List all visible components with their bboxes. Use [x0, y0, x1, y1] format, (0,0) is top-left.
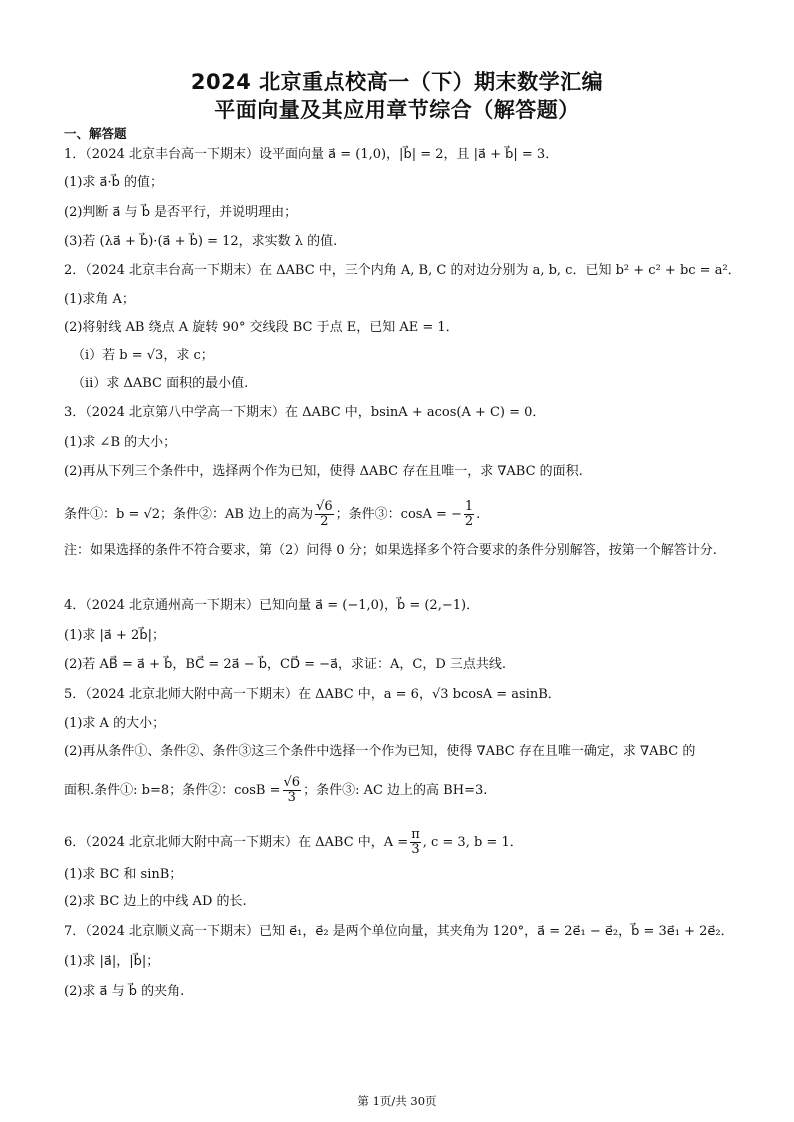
- condition-text-b: ；条件③：cosA = −: [335, 507, 462, 522]
- section-heading: 一、解答题: [64, 126, 127, 141]
- problem-4-stem: 4．（2024 北京通州高一下期末）已知向量 a⃗ = (−1,0)，b⃗ = (2,−1)．: [64, 598, 480, 613]
- problem-7-part-2: (2)求 a⃗ 与 b⃗ 的夹角.: [64, 984, 185, 999]
- problem-1-part-2: (2)判断 a⃗ 与 b⃗ 是否平行，并说明理由；: [64, 205, 298, 220]
- problem-1-part-3: (3)若 (λa⃗ + b⃗)·(a⃗ + b⃗) = 12，求实数 λ 的值.: [64, 234, 338, 249]
- problem-2-part-2-ii: （ii）求 ΔABC 面积的最小值.: [72, 376, 249, 391]
- problem-2-part-1: (1)求角 A；: [64, 292, 135, 307]
- fraction-sqrt6-over-3: [283, 776, 302, 805]
- fraction-denominator: 2: [464, 514, 474, 529]
- document-title: 2024 北京重点校高一（下）期末数学汇编: [190, 70, 604, 94]
- problem-3-stem: 3．（2024 北京第八中学高一下期末）在 ΔABC 中，bsinA + acos(A + C) = 0．: [64, 405, 546, 420]
- problem-3-conditions: 条件①：b = √2；条件②：AB 边上的高为 $\frac{√6}{2}$ ；条件③：cosA = − $\frac{1}{2}$ .: [64, 499, 481, 529]
- problem-6-text-a: 6．（2024 北京北师大附中高一下期末）在 ΔABC 中，A =: [64, 835, 409, 850]
- problem-3-note: 注：如果选择的条件不符合要求，第（2）问得 0 分；如果选择多个符合要求的条件分别解答，按第一个解答计分.: [64, 543, 717, 558]
- fraction-denominator: 2: [320, 514, 329, 529]
- problem-4-part-2: (2)若 AB⃗ = a⃗ + b⃗，BC⃗ = 2a⃗ − b⃗，CD⃗ = −a⃗，求证：A，C，D 三点共线.: [64, 657, 507, 672]
- condition-text-b: ；条件③: AC 边上的高 BH=3.: [303, 783, 488, 798]
- condition-text-a: 面积.条件①: b=8；条件②：cosB =: [64, 783, 281, 798]
- problem-7-stem: 7．（2024 北京顺义高一下期末）已知 e⃗₁，e⃗₂ 是两个单位向量，其夹角为 120°，a⃗ = 2e⃗₁ − e⃗₂，b⃗ = 3e⃗₁ + 2e⃗₂．: [64, 924, 734, 939]
- problem-2-part-2-i: （i）若 b = √3，求 c；: [72, 348, 214, 363]
- problem-1-part-1: (1)求 a⃗·b⃗ 的值；: [64, 175, 164, 190]
- fraction-sqrt6-over-2: [315, 500, 334, 529]
- fraction-numerator: √6: [316, 499, 333, 514]
- problem-5-part-1: (1)求 A 的大小；: [64, 716, 166, 731]
- fraction-numerator: √6: [283, 775, 301, 790]
- document-subtitle: 平面向量及其应用章节综合（解答题）: [214, 98, 580, 122]
- fraction-numerator: π: [411, 827, 420, 842]
- condition-text-a: 条件①：b = √2；条件②：AB 边上的高为: [64, 507, 314, 522]
- problem-4-part-1: (1)求 |a⃗ + 2b⃗|；: [64, 628, 165, 643]
- problem-6-part-2: (2)求 BC 边上的中线 AD 的长.: [64, 894, 247, 909]
- fraction-numerator: 1: [464, 499, 474, 514]
- problem-2-stem: 2．（2024 北京丰台高一下期末）在 ΔABC 中，三个内角 A, B, C 的对边分别为 a, b, c．已知 b² + c² + bc = a²．: [64, 263, 741, 278]
- fraction-denominator: 3: [287, 790, 296, 805]
- problem-2-part-2: (2)将射线 AB 绕点 A 旋转 90° 交线段 BC 于点 E，已知 AE = 1．: [64, 320, 459, 335]
- problem-3-part-1: (1)求 ∠B 的大小；: [64, 435, 177, 450]
- problem-3-part-2: (2)再从下列三个条件中，选择两个作为已知，使得 ΔABC 存在且唯一，求 ∇ABC 的面积.: [64, 464, 583, 479]
- problem-5-part-2: (2)再从条件①、条件②、条件③这三个条件中选择一个作为已知，使得 ∇ABC 存在且唯一确定，求 ∇ABC 的: [64, 744, 696, 759]
- fraction-pi-over-3: [410, 828, 421, 857]
- problem-6-part-1: (1)求 BC 和 sinB；: [64, 867, 183, 882]
- problem-6-stem: [64, 828, 734, 857]
- problem-7-part-1: (1)求 |a⃗|，|b⃗|；: [64, 954, 160, 969]
- page-number: 第 1页/共 30页: [357, 1094, 437, 1108]
- problem-5-conditions: [64, 776, 734, 805]
- problem-1-stem: 1．（2024 北京丰台高一下期末）设平面向量 a⃗ = (1,0)，|b⃗| = 2，且 |a⃗ + b⃗| = 3．: [64, 147, 559, 162]
- problem-5-stem: 5．（2024 北京北师大附中高一下期末）在 ΔABC 中，a = 6，√3 bcosA = asinB．: [64, 687, 561, 702]
- problem-6-text-b: , c = 3, b = 1．: [422, 835, 523, 850]
- fraction-denominator: 3: [411, 842, 420, 857]
- fraction-1-over-2: [464, 500, 474, 529]
